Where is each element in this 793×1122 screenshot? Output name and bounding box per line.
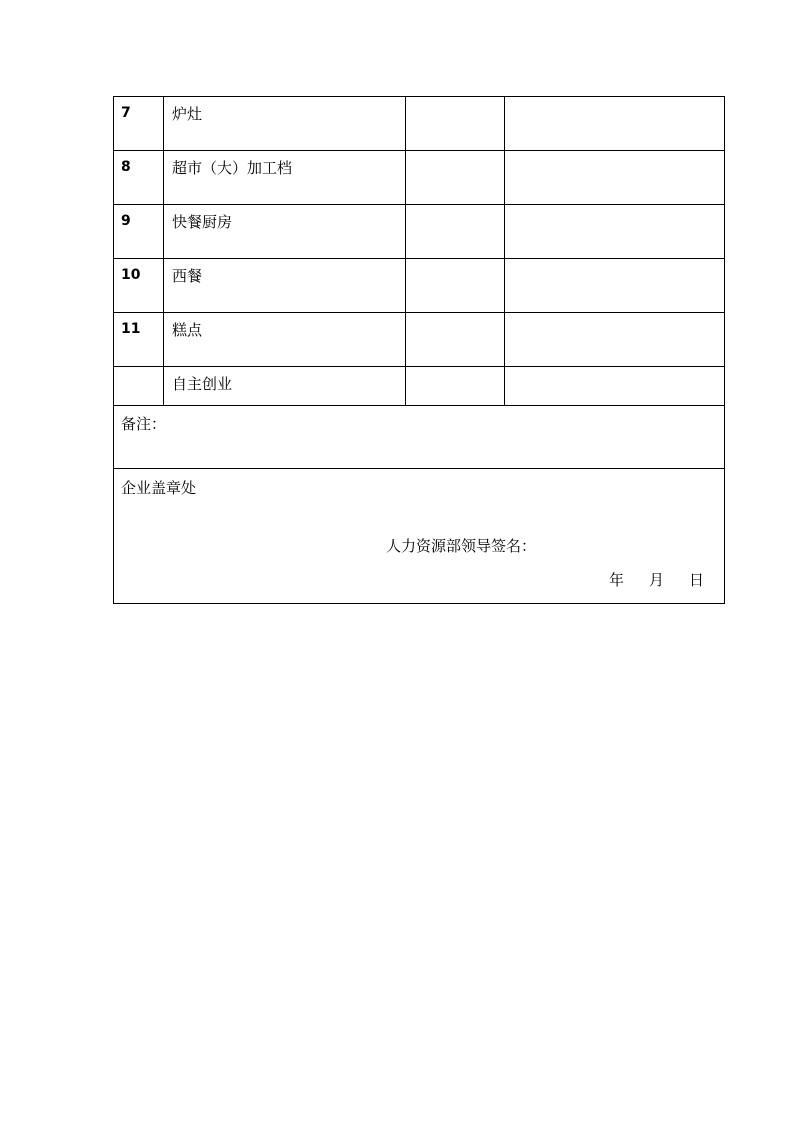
blank-cell[interactable] xyxy=(505,313,725,367)
table-row xyxy=(114,97,725,151)
blank-cell[interactable] xyxy=(505,367,725,406)
item-name: 炉灶 xyxy=(172,105,203,123)
remark-label: 备注： xyxy=(121,415,167,433)
blank-cell[interactable] xyxy=(505,151,725,205)
row-number-cell xyxy=(114,205,164,259)
blank-cell[interactable] xyxy=(505,97,725,151)
row-number: 9 xyxy=(121,213,131,229)
seal-row xyxy=(114,469,725,604)
remark-row xyxy=(114,406,725,469)
row-number: 11 xyxy=(121,321,141,337)
item-name-cell xyxy=(164,205,406,259)
table-row xyxy=(114,367,725,406)
item-name: 快餐厨房 xyxy=(172,213,233,231)
table-row xyxy=(114,205,725,259)
item-name-cell xyxy=(164,259,406,313)
row-number-cell xyxy=(114,97,164,151)
item-name: 超市（大）加工档 xyxy=(172,159,293,177)
row-number-cell xyxy=(114,367,164,406)
row-number: 10 xyxy=(121,267,141,283)
blank-cell[interactable] xyxy=(505,259,725,313)
item-name-cell xyxy=(164,151,406,205)
blank-cell[interactable] xyxy=(505,205,725,259)
blank-cell[interactable] xyxy=(406,367,505,406)
row-number: 8 xyxy=(121,159,131,175)
blank-cell[interactable] xyxy=(406,205,505,259)
table-row xyxy=(114,259,725,313)
date-month-label: 月 xyxy=(648,571,664,589)
table-row xyxy=(114,313,725,367)
item-name: 糕点 xyxy=(172,321,203,339)
date-year-label: 年 xyxy=(608,571,624,589)
row-number-cell xyxy=(114,259,164,313)
row-number: 7 xyxy=(121,105,131,121)
item-name: 西餐 xyxy=(172,267,203,285)
blank-cell[interactable] xyxy=(406,259,505,313)
date-day-label: 日 xyxy=(688,571,704,589)
blank-cell[interactable] xyxy=(406,313,505,367)
seal-label: 企业盖章处 xyxy=(121,479,197,497)
row-number xyxy=(114,367,163,375)
row-number-cell xyxy=(114,313,164,367)
row-number-cell xyxy=(114,151,164,205)
seal-cell[interactable] xyxy=(114,469,725,604)
blank-cell[interactable] xyxy=(406,151,505,205)
remark-cell[interactable] xyxy=(114,406,725,469)
signature-label: 人力资源部领导签名： xyxy=(386,537,537,555)
training-form-table xyxy=(113,96,725,604)
item-name: 自主创业 xyxy=(172,375,233,393)
date-line xyxy=(609,569,704,590)
blank-cell[interactable] xyxy=(406,97,505,151)
item-name-cell xyxy=(164,313,406,367)
table-row xyxy=(114,151,725,205)
item-name-cell xyxy=(164,367,406,406)
item-name-cell xyxy=(164,97,406,151)
